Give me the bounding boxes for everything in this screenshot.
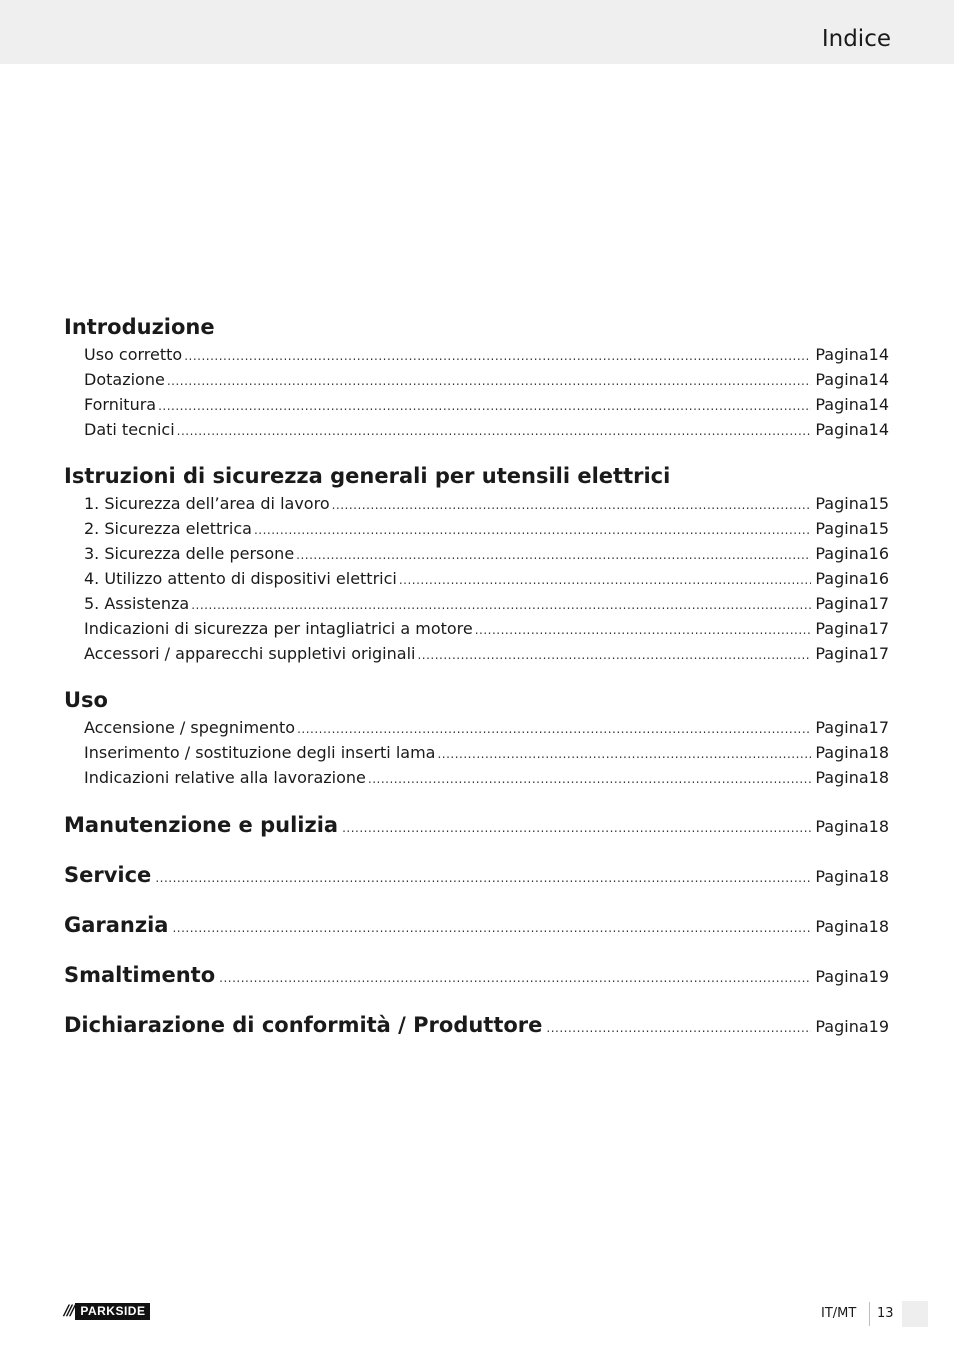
toc-entry-label: 1. Sicurezza dell’area di lavoro [84,494,330,513]
page-number: 18 [868,768,889,787]
toc-section-istruzioni-sicurezza [64,462,889,666]
page-number-footer: 13 [877,1306,894,1321]
page-number: 14 [868,420,889,439]
toc-entry[interactable] [64,392,889,417]
dot-leader [167,369,812,394]
header-band [0,0,954,64]
language-code: IT/MT [821,1306,857,1321]
page-number: 17 [868,594,889,613]
toc-main-entry-label: Service [64,863,152,887]
page-number: 17 [868,644,889,663]
page-number: 14 [868,395,889,414]
page-number: 15 [868,519,889,538]
dot-leader [399,568,812,593]
dot-leader [184,344,811,369]
table-of-contents [64,313,889,1061]
toc-entry-label: Inserimento / sostituzione degli inserti lama [84,743,436,762]
page-word: Pagina [815,743,869,762]
toc-entry-label: Uso corretto [84,345,183,364]
toc-main-entry[interactable] [64,961,889,1011]
page-number: 16 [868,544,889,563]
page-number: 16 [868,569,889,588]
page-word: Pagina [815,544,869,563]
dot-leader [342,814,811,843]
dot-leader [475,618,812,643]
page-word: Pagina [815,917,869,936]
toc-main-entry-label: Garanzia [64,913,169,937]
section-spacer [64,666,889,686]
toc-main-entry-label: Smaltimento [64,963,216,987]
toc-main-entry[interactable] [64,811,889,861]
page-word: Pagina [815,569,869,588]
logo-slashes: /// [64,1303,74,1319]
toc-entry-label: Dati tecnici [84,420,175,439]
page-word: Pagina [815,644,869,663]
toc-section-uso [64,686,889,790]
toc-section-introduzione [64,313,889,442]
dot-leader [191,593,811,618]
page-number: 17 [868,619,889,638]
toc-main-entry[interactable] [64,1011,889,1061]
toc-entry-label: 4. Utilizzo attento di dispositivi elettrici [84,569,397,588]
footer-divider [869,1302,870,1326]
dot-leader [172,914,811,943]
page-word: Pagina [815,420,869,439]
toc-entry-label: Accensione / spegnimento [84,718,296,737]
toc-entry[interactable] [64,765,889,790]
page-number: 18 [868,743,889,762]
toc-main-entry-label: Manutenzione e pulizia [64,813,339,837]
toc-entry-label: Dotazione [84,370,165,389]
section-heading: Introduzione [64,315,215,339]
dot-leader [219,964,811,993]
toc-entry-label: 5. Assistenza [84,594,190,613]
toc-entry[interactable] [64,491,889,516]
dot-leader [368,767,811,792]
toc-main-entry[interactable] [64,861,889,911]
parkside-logo [64,1302,150,1320]
page-word: Pagina [815,1017,869,1036]
dot-leader [297,717,811,742]
toc-entry[interactable] [64,740,889,765]
toc-main-entry[interactable] [64,911,889,961]
toc-entry-label: Fornitura [84,395,157,414]
dot-leader [254,518,811,543]
section-heading: Uso [64,688,108,712]
page-number: 19 [868,1017,889,1036]
section-spacer [64,442,889,462]
toc-entry-label: Indicazioni di sicurezza per intagliatrici a motore [84,619,473,638]
toc-entry-label: Accessori / apparecchi suppletivi originali [84,644,416,663]
page-word: Pagina [815,867,869,886]
toc-entry[interactable] [64,367,889,392]
dot-leader [417,643,811,668]
page-number: 15 [868,494,889,513]
toc-entry-label: Indicazioni relative alla lavorazione [84,768,366,787]
dot-leader [546,1014,811,1043]
toc-entry-label: 2. Sicurezza elettrica [84,519,252,538]
page-word: Pagina [815,519,869,538]
page-number: 17 [868,718,889,737]
page-number: 14 [868,370,889,389]
page-number: 19 [868,967,889,986]
footer-tab-marker [902,1301,928,1327]
page-number: 14 [868,345,889,364]
toc-entry[interactable] [64,641,889,666]
page-word: Pagina [815,594,869,613]
toc-entry[interactable] [64,417,889,442]
toc-entry[interactable] [64,541,889,566]
dot-leader [332,493,812,518]
page-word: Pagina [815,817,869,836]
toc-entry[interactable] [64,342,889,367]
page-word: Pagina [815,370,869,389]
page-word: Pagina [815,768,869,787]
page-title: Indice [821,26,891,52]
page-word: Pagina [815,619,869,638]
page-word: Pagina [815,718,869,737]
toc-entry[interactable] [64,516,889,541]
dot-leader [296,543,811,568]
dot-leader [158,394,811,419]
toc-entry[interactable] [64,616,889,641]
toc-entry-label: 3. Sicurezza delle persone [84,544,295,563]
dot-leader [177,419,812,444]
page-word: Pagina [815,967,869,986]
toc-main-entry-label: Dichiarazione di conformità / Produttore [64,1013,543,1037]
toc-entry[interactable] [64,715,889,740]
page-word: Pagina [815,345,869,364]
logo-wordmark: PARKSIDE [75,1303,150,1320]
dot-leader [437,742,811,767]
toc-entry[interactable] [64,566,889,591]
section-heading: Istruzioni di sicurezza generali per utensili elettrici [64,464,671,488]
page-word: Pagina [815,494,869,513]
page-number: 18 [868,817,889,836]
dot-leader [155,864,811,893]
page-number: 18 [868,867,889,886]
section-spacer [64,790,889,811]
page-number: 18 [868,917,889,936]
toc-entry[interactable] [64,591,889,616]
page-word: Pagina [815,395,869,414]
